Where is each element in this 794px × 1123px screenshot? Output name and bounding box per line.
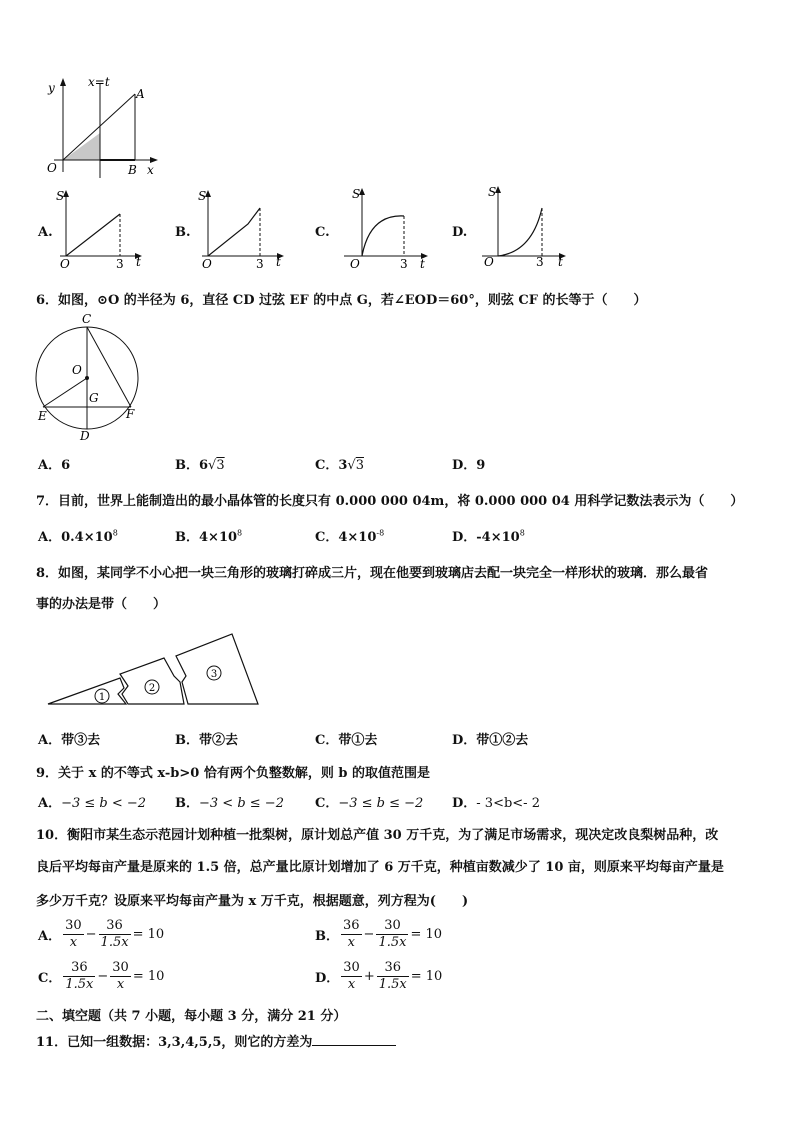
piece-2 xyxy=(120,658,184,704)
svg-text:t: t xyxy=(420,257,425,268)
q5-option-a-graph xyxy=(56,186,146,268)
q5-option-b-letter: B. xyxy=(175,225,191,240)
svg-text:G: G xyxy=(89,391,99,405)
svg-text:2: 2 xyxy=(148,683,156,694)
section-2-heading: 二、填空题（共 7 小题，每小题 3 分，满分 21 分） xyxy=(36,1009,347,1024)
q7-option-b: B．$4\times 10^8$ xyxy=(175,528,243,545)
q9-option-c: C．−3 ≤ b ≤ −2 xyxy=(315,796,424,811)
svg-text:S: S xyxy=(352,187,361,201)
series-curve xyxy=(498,208,542,256)
q9-option-b: B．−3 < b ≤ −2 xyxy=(175,796,284,811)
svg-text:S: S xyxy=(56,189,65,203)
svg-text:O: O xyxy=(60,257,70,268)
q11-row xyxy=(36,1031,396,1050)
label-a: A xyxy=(136,87,145,101)
q10-option-d: D． $\frac{30}{x}$ + $\frac{36}{1.5x}$ = 10 xyxy=(315,960,443,992)
label-b: B xyxy=(128,163,137,177)
q7-option-d: D．$-4\times 10^8$ xyxy=(452,528,525,545)
q8-option-d: D．带①②去 xyxy=(452,733,529,748)
series-line xyxy=(208,208,260,256)
q7-option-c: C．$4\times 10^{-8}$ xyxy=(315,528,385,545)
svg-text:O: O xyxy=(484,255,494,268)
label-o: O xyxy=(47,161,57,175)
q8-option-b: B．带②去 xyxy=(175,733,239,748)
svg-text:3: 3 xyxy=(116,257,124,268)
svg-text:t: t xyxy=(276,255,281,268)
q9-option-a: A．−3 ≤ b < −2 xyxy=(38,796,147,811)
series-line xyxy=(66,214,120,256)
q5-option-b-graph xyxy=(198,186,288,268)
q7-option-a: A．$0.4\times 10^8$ xyxy=(38,528,118,545)
q11-answer-blank xyxy=(312,1033,396,1046)
q8-text-line1: 8．如图，某同学不小心把一块三角形的玻璃打碎成三片，现在他要到玻璃店去配一块完全一样形状的玻璃．那么最省 xyxy=(36,566,709,581)
shaded-region xyxy=(63,133,100,160)
q7-text: 7．目前，世界上能制造出的最小晶体管的长度只有 0.000 000 04m，将 0.000 000 04 用科学记数法表示为（ ） xyxy=(36,494,744,509)
q8-option-c: C．带①去 xyxy=(315,733,378,748)
q6-circle-figure xyxy=(32,310,144,442)
svg-text:S: S xyxy=(198,189,207,203)
svg-text:S: S xyxy=(488,185,497,199)
q10-option-b: B． $\frac{36}{x}$ − $\frac{30}{1.5x}$ = 10 xyxy=(315,918,443,950)
q10-text-line3: 多少万千克？设原来平均每亩产量为 x 万千克，根据题意，列方程为( ) xyxy=(36,894,469,909)
piece-2-label xyxy=(145,680,159,694)
q6-option-a: A．6 xyxy=(38,458,71,473)
svg-text:O: O xyxy=(350,257,360,268)
q5-option-d-letter: D. xyxy=(452,225,468,240)
svg-text:1: 1 xyxy=(98,692,106,703)
svg-text:E: E xyxy=(38,409,47,423)
q10-option-a: A． $\frac{30}{x}$ − $\frac{36}{1.5x}$ = 10 xyxy=(38,918,165,950)
q8-text-line2: 事的办法是带（ ） xyxy=(36,597,167,612)
svg-text:t: t xyxy=(558,255,563,268)
label-y: y xyxy=(48,81,55,95)
q8-option-a: A．带③去 xyxy=(38,733,101,748)
label-x-equals-t: x=t xyxy=(88,75,110,89)
svg-text:3: 3 xyxy=(400,257,408,268)
svg-text:O: O xyxy=(72,363,82,377)
q5-option-d-graph xyxy=(478,182,570,268)
q6-option-d: D．9 xyxy=(452,458,486,473)
svg-text:C: C xyxy=(82,312,92,326)
q5-option-c-graph xyxy=(340,184,432,268)
svg-text:D: D xyxy=(80,429,90,442)
line-oe xyxy=(43,378,87,407)
q10-text-line2: 良后平均每亩产量是原来的 1.5 倍，总产量比原计划增加了 6 万千克，种植亩数减少了 10 亩，则原来平均每亩产量是 xyxy=(36,860,724,875)
sqrt-icon: √ xyxy=(208,458,217,473)
q6-option-b: B．6√3 xyxy=(175,458,225,473)
q6-option-c: C．3√3 xyxy=(315,458,364,473)
q5-option-c-letter: C. xyxy=(315,225,330,240)
sqrt-icon: √ xyxy=(347,458,356,473)
q8-glass-figure xyxy=(44,630,274,712)
q6-text: 6．如图，⊙O 的半径为 6，直径 CD 过弦 EF 的中点 G，若∠EOD＝60°，则弦 CF 的长等于（ ） xyxy=(36,293,647,308)
svg-text:3: 3 xyxy=(536,255,544,268)
q11-text: 11．已知一组数据：3,3,4,5,5，则它的方差为 xyxy=(36,1035,313,1050)
svg-text:3: 3 xyxy=(256,257,264,268)
svg-text:t: t xyxy=(136,255,141,268)
q9-text: 9．关于 x 的不等式 x-b>0 恰有两个负整数解，则 b 的取值范围是 xyxy=(36,766,430,781)
q9-option-d: D．- 3<b<- 2 xyxy=(452,796,540,811)
q5-main-figure xyxy=(34,74,164,182)
q5-option-a-letter: A. xyxy=(38,225,53,240)
svg-text:O: O xyxy=(202,257,212,268)
svg-text:3: 3 xyxy=(210,669,218,680)
q10-option-c: C． $\frac{36}{1.5x}$ − $\frac{30}{x}$ = 10 xyxy=(38,960,165,992)
q10-text-line1: 10．衡阳市某生态示范园计划种植一批梨树，原计划总产值 30 万千克，为了满足市场需求，现决定改良梨树品种，改 xyxy=(36,828,719,843)
series-curve xyxy=(362,216,404,256)
piece-3-label xyxy=(207,666,221,680)
label-x: x xyxy=(147,163,154,177)
svg-text:F: F xyxy=(126,407,135,421)
piece-1-label xyxy=(95,689,109,703)
piece-1 xyxy=(48,678,126,704)
